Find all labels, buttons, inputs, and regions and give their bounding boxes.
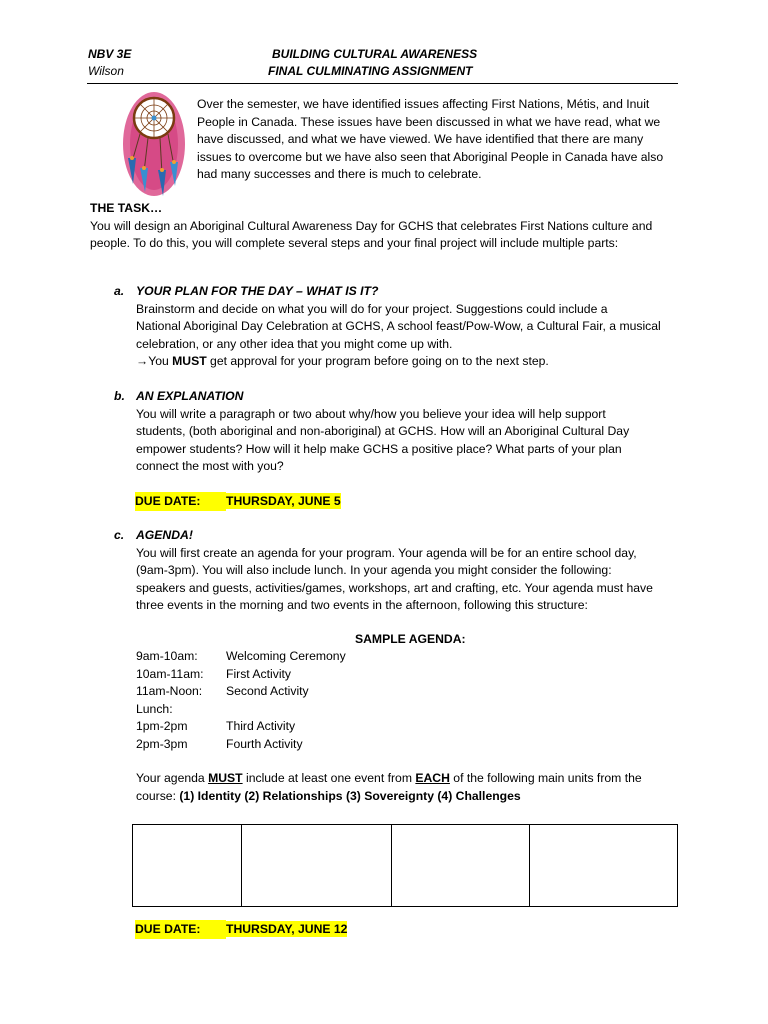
requirement-line: course: (1) Identity (2) Relationships (3) Sovereignty (4) Challenges	[136, 788, 521, 803]
agenda-row	[136, 648, 436, 666]
section-b-line: students, (both aboriginal and non-aboriginal) at GCHS. How will an Aboriginal Cultural Day	[136, 424, 630, 439]
section-c-line: speakers and guests, activities/games, workshops, art and crafting, etc. Your agenda must have	[136, 580, 653, 595]
requirement-line: Your agenda MUST include at least one event from EACH of the following main units from the	[136, 771, 642, 785]
agenda-time: 10am-11am:	[136, 666, 204, 681]
agenda-row	[136, 701, 436, 719]
agenda-event: Fourth Activity	[226, 736, 303, 751]
agenda-event: Welcoming Ceremony	[226, 649, 346, 663]
section-a-line: celebration, or any other idea that you might come up with.	[136, 336, 453, 351]
agenda-requirement	[136, 770, 696, 805]
agenda-time: 1pm-2pm	[136, 719, 188, 734]
agenda-row	[136, 666, 436, 684]
table-divider	[529, 825, 530, 906]
agenda-time: 11am-Noon:	[136, 684, 203, 699]
dreamcatcher-icon	[110, 92, 188, 202]
task-line: You will design an Aboriginal Cultural Awareness Day for GCHS that celebrates First Nations culture and	[90, 218, 653, 233]
task-heading: THE TASK…	[90, 201, 163, 215]
section-a-letter: a.	[114, 284, 125, 298]
section-c-line: three events in the morning and two events in the afternoon, following this structure:	[136, 598, 588, 613]
section-b-letter: b.	[114, 389, 125, 403]
section-b-line: empower students? How will it help make GCHS a positive place? What parts of your plan	[136, 441, 622, 456]
section-c-heading: AGENDA!	[136, 528, 193, 542]
due-date-value: THURSDAY, JUNE 5	[226, 494, 341, 508]
agenda-time: 9am-10am:	[136, 649, 198, 663]
intro-line: People in Canada. These issues have been discussed in what we have read, what we	[197, 114, 661, 129]
agenda-event: Third Activity	[226, 719, 296, 734]
document-title: BUILDING CULTURAL AWARENESS	[272, 47, 478, 61]
intro-line: have discussed, and what we have viewed. We have identified that there are many	[197, 132, 644, 147]
intro-line: Over the semester, we have identified issues affecting First Nations, Métis, and Inuit	[197, 97, 650, 111]
units-list: (1) Identity (2) Relationships (3) Sovereignty (4) Challenges	[179, 788, 521, 803]
section-a	[136, 283, 696, 371]
section-a-line: Brainstorm and decide on what you will do for your project. Suggestions could include a	[136, 301, 608, 316]
section-a-line: National Aboriginal Day Celebration at GCHS, A school feast/Pow-Wow, a Cultural Fair, a musical	[136, 319, 661, 334]
must-emphasis: MUST	[208, 771, 243, 785]
agenda-row	[136, 736, 436, 754]
units-table	[132, 824, 678, 907]
section-c	[136, 527, 696, 615]
task-line: people. To do this, you will complete several steps and your final project will include multiple parts:	[90, 236, 619, 251]
approval-note: →You MUST get approval for your program before going on to the next step.	[136, 354, 549, 369]
agenda-event: Second Activity	[226, 684, 309, 699]
section-b-heading: AN EXPLANATION	[136, 389, 244, 403]
table-divider	[391, 825, 392, 906]
due-date-label: DUE DATE:	[135, 920, 226, 939]
section-a-heading: YOUR PLAN FOR THE DAY – WHAT IS IT?	[136, 284, 379, 298]
agenda-time: 2pm-3pm	[136, 736, 188, 751]
section-c-letter: c.	[114, 528, 125, 542]
task-section	[90, 200, 690, 253]
section-b-line: You will write a paragraph or two about why/how you believe your idea will help support	[136, 406, 606, 421]
course-code: NBV 3E	[88, 47, 132, 61]
due-date-c	[135, 920, 347, 939]
sample-agenda	[136, 648, 436, 754]
table-divider	[241, 825, 242, 906]
intro-line: issues to overcome but we have also seen that Aboriginal People in Canada have also	[197, 149, 664, 164]
header-rule	[87, 83, 678, 84]
due-date-value: THURSDAY, JUNE 12	[226, 922, 348, 936]
agenda-time: Lunch:	[136, 701, 173, 716]
intro-paragraph	[197, 96, 687, 184]
section-b-line: connect the most with you?	[136, 459, 284, 474]
agenda-event: First Activity	[226, 666, 292, 681]
document-subtitle: FINAL CULMINATING ASSIGNMENT	[268, 64, 473, 78]
arrow-icon: →	[136, 354, 149, 369]
agenda-row	[136, 683, 436, 701]
agenda-row	[136, 718, 436, 736]
section-c-line: (9am-3pm). You will also include lunch. In your agenda you might consider the following:	[136, 563, 612, 578]
section-c-line: You will first create an agenda for your program. Your agenda will be for an entire school day,	[136, 545, 637, 560]
intro-line: had many successes and there is much to celebrate.	[197, 167, 482, 182]
sample-agenda-title: SAMPLE AGENDA:	[355, 632, 466, 646]
section-b	[136, 388, 696, 476]
each-emphasis: EACH	[415, 771, 450, 785]
due-date-b	[135, 492, 341, 511]
due-date-label: DUE DATE:	[135, 492, 226, 511]
teacher-name: Wilson	[88, 64, 124, 78]
